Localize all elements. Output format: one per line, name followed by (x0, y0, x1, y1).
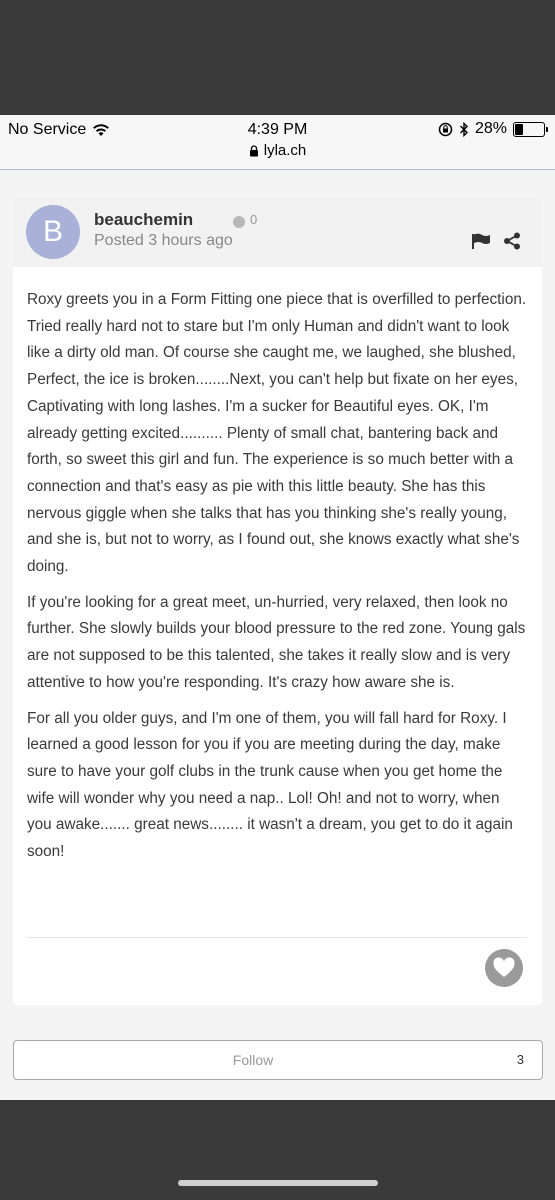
heart-icon (492, 957, 516, 979)
post-paragraph: If you're looking for a great meet, un-hurried, very relaxed, then look no further. She slowly builds your blood pressure to the red zone. Young gals are not supposed to be this talented, she takes it really slow and is very attentive to how you're responding. It's crazy how aware she is. (27, 593, 526, 691)
post-paragraph: For all you older guys, and I'm one of them, you will fall hard for Roxy. I learned a good lesson for you if you are meeting during the day, make sure to have your golf clubs in the trunk cause when you get home the wife will wonder why you need a nap.. Lol! Oh! and not to worry, when you awake....... great news........ it wasn't a dream, you get to do it again soon! (27, 709, 513, 861)
flag-icon[interactable] (471, 233, 491, 249)
status-right (438, 120, 545, 138)
battery-icon (513, 122, 545, 137)
carrier-label: No Service (8, 121, 87, 138)
post-body (27, 287, 527, 875)
username[interactable]: beauchemin (94, 210, 194, 229)
battery-fill (515, 124, 523, 135)
status-bar (0, 115, 555, 170)
phone-screen (0, 115, 555, 1100)
post-card (13, 197, 542, 1005)
share-icon[interactable] (503, 232, 521, 250)
follow-button[interactable] (13, 1040, 543, 1080)
divider (27, 937, 527, 938)
clock: 4:39 PM (247, 121, 308, 138)
status-dot-icon (233, 216, 245, 228)
top-bezel (0, 0, 555, 115)
lock-icon (249, 145, 259, 157)
follower-count: 3 (516, 1052, 524, 1067)
home-indicator[interactable] (178, 1180, 378, 1186)
post-header (13, 197, 542, 267)
like-button[interactable] (485, 949, 523, 987)
post-timestamp: Posted 3 hours ago (94, 232, 233, 249)
battery-percent: 28% (474, 120, 507, 137)
post-paragraph: Roxy greets you in a Form Fitting one piece that is overfilled to perfection. Tried really hard not to stare but I'm only Human and didn't want to look like a dirty old man. Of course she caught me, we laughed, she blushed, Perfect, the ice is broken........Next, you can't help but fixate on her eyes, Captivating with long lashes. I'm a sucker for Beautiful eyes. OK, I'm already getting excited.......... Plenty of small chat, bantering back and forth, so sweet this girl and fun. The experience is so much better with a connection and that's easy as pie with this little beauty. She has this nervous giggle when she talks that has you thinking she's really young, and she is, but not to worry, as I found out, she knows exactly what she's doing. (27, 291, 527, 576)
bluetooth-icon (459, 122, 469, 137)
url-bar[interactable] (0, 142, 555, 159)
follow-label: Follow (232, 1052, 274, 1068)
url-text: lyla.ch (263, 142, 307, 159)
avatar[interactable]: B (26, 205, 80, 259)
orientation-lock-icon (438, 122, 453, 137)
reputation-count: 0 (250, 212, 258, 227)
